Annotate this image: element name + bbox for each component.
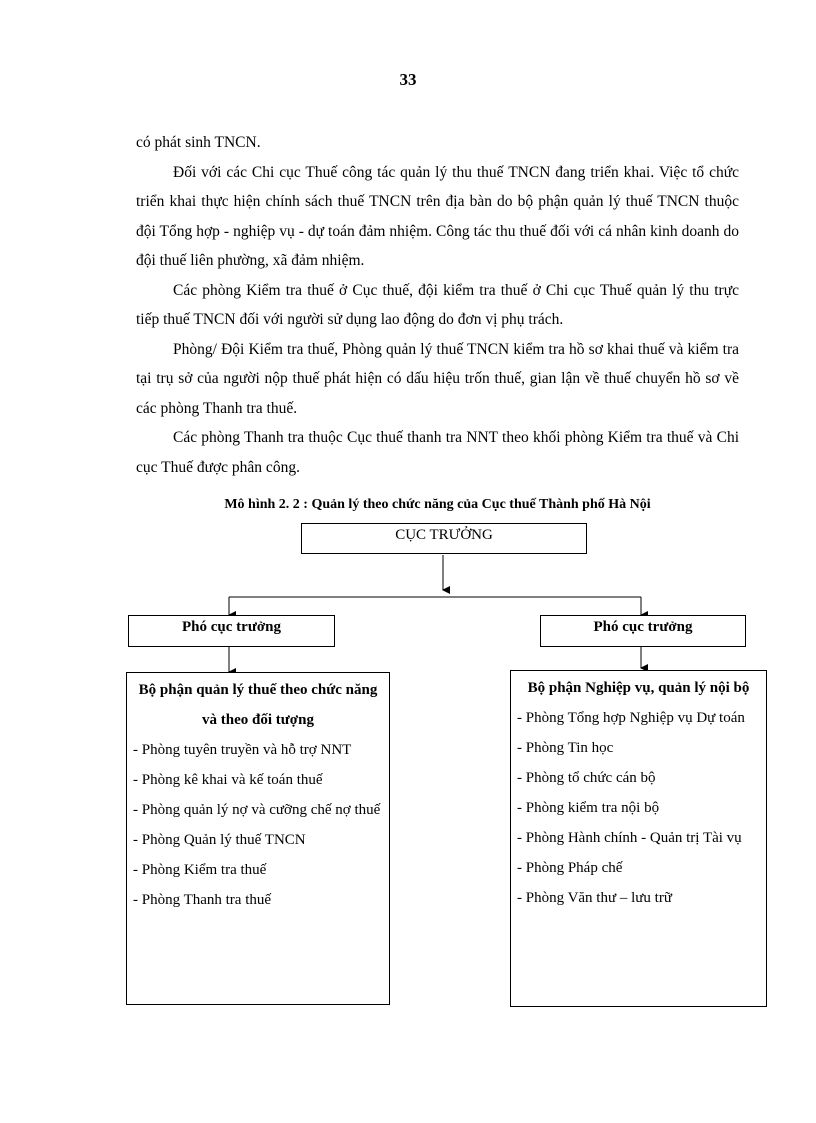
list-item: - Phòng Kiểm tra thuế xyxy=(133,862,267,878)
paragraph: Đối với các Chi cục Thuế công tác quản lý thu thuế TNCN đang triển khai. Việc tổ chức triển khai thực hiện chính sách thuế TNCN trên địa bàn do bộ phận quản lý thuế TNCN thuộc đội Tổng hợp - nghiệp vụ - dự toán đảm nhiệm. Công tác thu thuế đối với cá nhân kinh doanh do đội thuế liên phường, xã đảm nhiệm. xyxy=(136,163,739,269)
director-box xyxy=(301,523,587,554)
list-item: - Phòng Hành chính - Quản trị Tài vụ xyxy=(517,830,742,846)
diagram-caption: Mô hình 2. 2 : Quản lý theo chức năng của Cục thuế Thành phố Hà Nội xyxy=(224,497,651,512)
page-number: 33 xyxy=(399,70,417,89)
deputy-right-box xyxy=(540,615,746,647)
paragraph: Các phòng Kiểm tra thuế ở Cục thuế, đội kiểm tra thuế ở Chi cục Thuế quản lý thu trực tiếp thuế TNCN đối với người sử dụng lao động do đơn vị phụ trách. xyxy=(136,281,739,328)
list-item: - Phòng tổ chức cán bộ xyxy=(517,770,656,786)
list-item: - Phòng Tổng hợp Nghiệp vụ Dự toán xyxy=(517,710,745,726)
right-department-box xyxy=(510,670,767,1007)
paragraph: Phòng/ Đội Kiểm tra thuế, Phòng quản lý thuế TNCN kiểm tra hồ sơ khai thuế và kiểm tra tại trụ sở của người nộp thuế phát hiện có dấu hiệu trốn thuế, gian lận về thuế chuyển hồ sơ về các phòng Thanh tra thuế. xyxy=(136,340,739,417)
paragraph: có phát sinh TNCN. xyxy=(136,134,261,151)
deputy-right-label: Phó cục trưởng xyxy=(593,619,693,635)
list-item: - Phòng Quản lý thuế TNCN xyxy=(133,832,306,848)
deputy-left-label: Phó cục trưởng xyxy=(182,619,281,635)
list-item: - Phòng Tin học xyxy=(517,740,614,756)
left-department-box xyxy=(126,672,390,1005)
paragraph: Các phòng Thanh tra thuộc Cục thuế thanh tra NNT theo khối phòng Kiểm tra thuế và Chi cục Thuế được phân công. xyxy=(136,429,739,476)
list-item: - Phòng kê khai và kế toán thuế xyxy=(133,772,323,788)
deputy-left-box xyxy=(128,615,335,647)
list-item: - Phòng Thanh tra thuế xyxy=(133,892,272,908)
list-item: - Phòng Văn thư – lưu trữ xyxy=(517,890,672,906)
right-department-title: Bộ phận Nghiệp vụ, quản lý nội bộ xyxy=(527,680,750,696)
left-department-list xyxy=(133,735,383,915)
right-department-list xyxy=(517,703,760,913)
list-item: - Phòng tuyên truyền và hỗ trợ NNT xyxy=(133,742,352,758)
list-item: - Phòng kiểm tra nội bộ xyxy=(517,800,660,816)
director-label: CỤC TRƯỞNG xyxy=(395,527,493,543)
list-item: - Phòng Pháp chế xyxy=(517,860,623,876)
list-item: - Phòng quản lý nợ và cưỡng chế nợ thuế xyxy=(133,802,381,818)
left-department-title: Bộ phận quản lý thuế theo chức năng và theo đối tượng xyxy=(138,682,378,728)
